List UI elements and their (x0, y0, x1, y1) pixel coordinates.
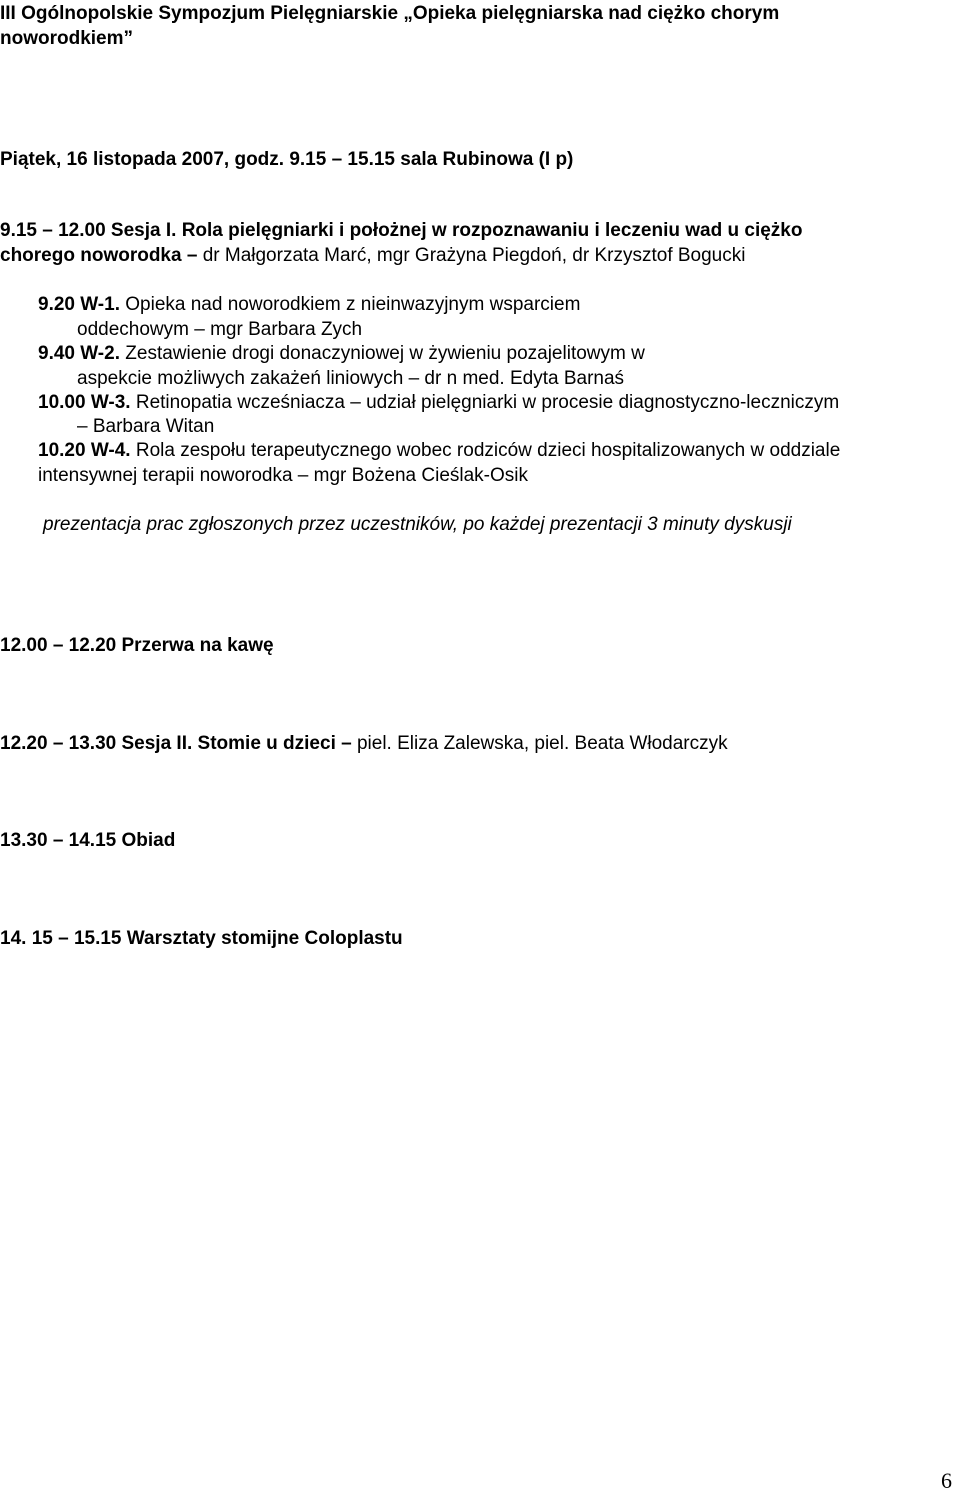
workshop: 14. 15 – 15.15 Warsztaty stomijne Coloplastu (0, 928, 403, 949)
talk-line-2: intensywnej terapii noworodka – mgr Bożena Cieślak-Osik (38, 465, 529, 486)
session-1-heading-line-1: 9.15 – 12.00 Sesja I. Rola pielęgniarki i położnej w rozpoznawaniu i leczeniu wad u ciężko (0, 220, 803, 241)
page-number: 6 (941, 1468, 952, 1493)
session-1-note: prezentacja prac zgłoszonych przez uczestników, po każdej prezentacji 3 minuty dyskusji (43, 514, 792, 535)
session-2 (0, 731, 728, 756)
talk-line-2: aspekcie możliwych zakażeń liniowych – dr n med. Edyta Barnaś (77, 368, 625, 389)
coffee-break: 12.00 – 12.20 Przerwa na kawę (0, 635, 274, 656)
talk-title: Zestawienie drogi donaczyniowej w żywieniu pozajelitowym w (125, 343, 645, 364)
talk-label: 9.40 W-2. (38, 343, 120, 364)
talk-line-2: oddechowym – mgr Barbara Zych (77, 319, 363, 340)
session-1-heading-line-2 (0, 243, 745, 268)
session-2-speakers: piel. Eliza Zalewska, piel. Beata Włodarczyk (356, 733, 728, 754)
talk-line-1 (38, 390, 839, 415)
session-1-speakers: dr Małgorzata Marć, mgr Grażyna Piegdoń, dr Krzysztof Bogucki (202, 245, 746, 266)
talk-label: 10.00 W-3. (38, 392, 131, 413)
talk-title: Opieka nad noworodkiem z nieinwazyjnym wsparciem (125, 294, 581, 315)
talk-title: Rola zespołu terapeutycznego wobec rodziców dzieci hospitalizowanych w oddziale (135, 440, 841, 461)
title-line-2: noworodkiem” (0, 28, 134, 49)
talk-label: 10.20 W-4. (38, 440, 131, 461)
talk-line-2: – Barbara Witan (77, 416, 215, 437)
talk-line-1 (38, 341, 645, 366)
date-line: Piątek, 16 listopada 2007, godz. 9.15 – 15.15 sala Rubinowa (I p) (0, 149, 574, 170)
talk-line-1 (38, 292, 580, 317)
talk-title: Retinopatia wcześniacza – udział pielęgniarki w procesie diagnostyczno-leczniczym (135, 392, 840, 413)
title-line-1: III Ogólnopolskie Sympozjum Pielęgniarskie „Opieka pielęgniarska nad ciężko chorym (0, 3, 780, 24)
talk-label: 9.20 W-1. (38, 294, 120, 315)
session-2-heading: 12.20 – 13.30 Sesja II. Stomie u dzieci – (0, 733, 357, 754)
lunch: 13.30 – 14.15 Obiad (0, 830, 176, 851)
session-1-heading-bold: chorego noworodka – (0, 245, 203, 266)
talk-line-1 (38, 438, 840, 463)
